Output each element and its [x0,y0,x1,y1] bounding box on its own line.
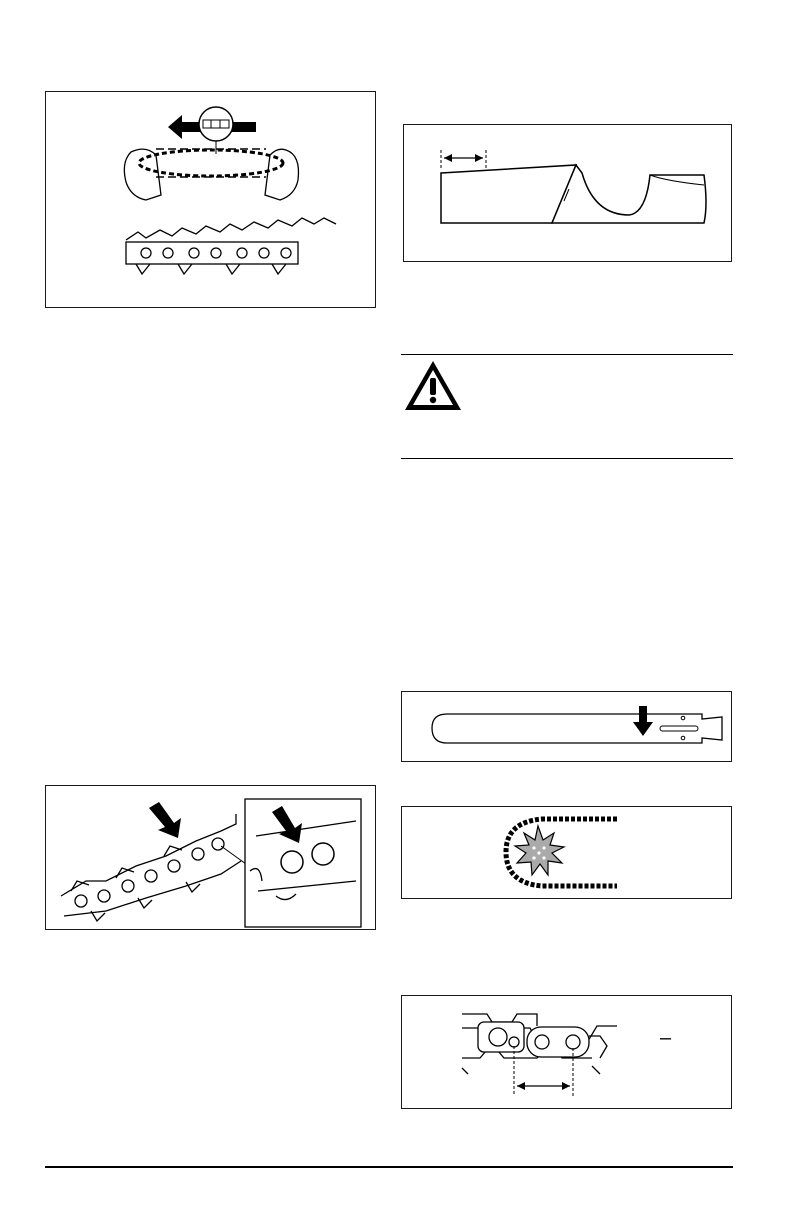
depth-gauge-figure [403,124,732,262]
sprocket-figure [401,806,732,899]
warning-triangle-icon [402,358,464,414]
sprocket-icon [402,807,731,898]
footer-rule [45,1166,733,1168]
guide-bar-figure [401,691,732,762]
chain-pitch-icon [402,996,731,1108]
guide-bar-icon [402,692,731,761]
chain-pitch-figure [401,995,732,1109]
warning-bottom-rule [401,458,733,459]
depth-gauge-icon [404,125,731,261]
warning-top-rule [401,354,733,355]
chain-rotation-direction-icon [46,92,375,307]
chain-wear-figure [45,785,376,930]
pitch-marker: – [660,1027,672,1049]
worn-chain-arrow-icon [46,786,375,929]
chain-direction-figure [45,91,376,308]
